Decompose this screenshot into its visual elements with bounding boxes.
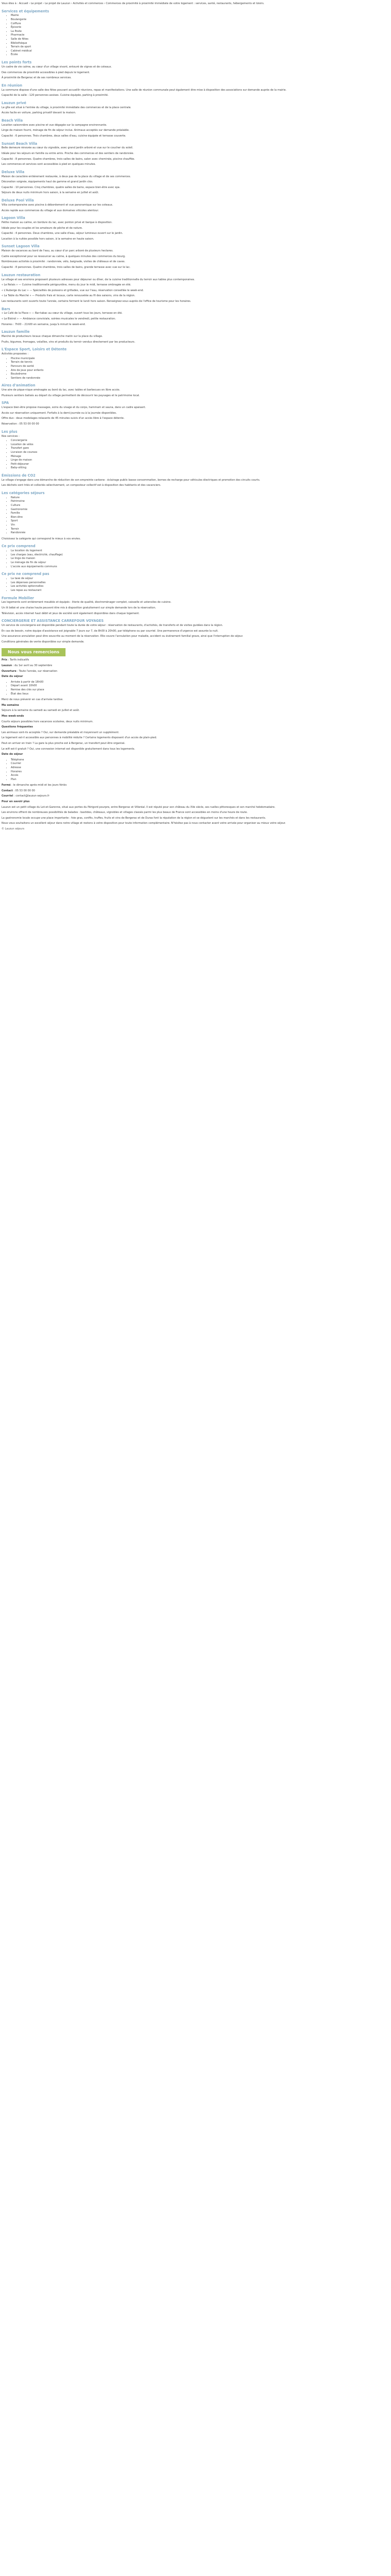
paragraph: Capacité : 8 personnes. Quatre chambres, trois salles de bains, salon avec cheminée, piscine chauffée.: [2, 157, 135, 161]
section-title: L'Espace Sport, Loisirs et Détente: [2, 347, 67, 352]
place-title[interactable]: Sunset Beach Villa: [2, 141, 38, 146]
list-item: • Mairie: [11, 14, 298, 18]
list-item: • Accès: [11, 774, 298, 778]
paragraph: Villa contemporaine avec piscine à débordement et vue panoramique sur les coteaux.: [2, 203, 113, 207]
paragraph: Peut-on arriver en train ? La gare la plus proche est à Bergerac, un transfert peut être organisé.: [2, 741, 125, 745]
list-item: • Sport: [11, 519, 298, 523]
paragraph: Merci de nous prévenir en cas d'arrivée tardive.: [2, 698, 63, 702]
weekly-block: [2, 715, 298, 724]
paragraph: Capacité : 10 personnes. Cinq chambres, quatre salles de bains, espace bien-être avec spa.: [2, 185, 121, 189]
restaurant-entry: « L'Auberge du Lac » — Spécialités de poissons et grillades, vue sur l'eau, réservation conseillée le week-end.: [2, 289, 144, 292]
list-item: • Salle de fêtes: [11, 38, 298, 42]
weekly-block: [2, 704, 298, 713]
paragraph: Un lit bébé et une chaise haute peuvent être mis à disposition gratuitement sur simple demande lors de la réservation.: [2, 606, 156, 609]
place-card: [2, 170, 298, 195]
section-meeting: [2, 83, 298, 98]
place-title[interactable]: Deluxe Pool Villa: [2, 198, 34, 203]
list-item: • Baby-sitting: [11, 466, 298, 470]
list-item: • Le ménage de fin de séjour: [11, 561, 298, 565]
section-restaurants: [2, 273, 298, 304]
services-list: [2, 14, 298, 57]
paragraph: En cas de besoin, notre équipe d'assistance est joignable 7 jours sur 7, de 8h00 à 20h00, par téléphone ou par courriel. Une permanence d'urgence est assurée la nuit.: [2, 629, 219, 633]
section-title: Émissions de CO2: [2, 473, 36, 478]
list-item: • Horaires: [11, 770, 298, 774]
paragraph: Nous vous souhaitons un excellent séjour dans notre village et restons à votre disposition pour toute information complémentaire. N'hésitez pas à nous contacter avant votre arrivée pour organiser au mieux votre séjour.: [2, 822, 286, 825]
paragraph: Les logements sont entièrement meublés et équipés : literie de qualité, électroménager complet, vaisselle et ustensiles de cuisine.: [2, 601, 172, 604]
list-item: • Terrain de tennis: [11, 361, 298, 365]
place-card: [2, 216, 298, 241]
categories-list: [2, 496, 298, 535]
list-item: • État des lieux: [11, 692, 298, 697]
info-key: Ouverture: [2, 669, 17, 673]
subheading: Ma semaine: [2, 703, 19, 707]
paragraph: Petite maison au calme, en bordure du lac, avec ponton privé et barque à disposition.: [2, 221, 113, 225]
info-key: Fermé: [2, 784, 11, 787]
info-key: Contact: [2, 789, 13, 792]
info-row: Fermé : le dimanche après-midi et les jours fériés: [2, 784, 67, 787]
paragraph: Belle demeure rénovée au cœur du vignoble, avec grand jardin arboré et vue sur le coucher du soleil.: [2, 146, 134, 150]
list-item: • Courriel: [11, 762, 298, 766]
section-faq: [2, 725, 298, 751]
paragraph: Le village s'engage dans une démarche de réduction de son empreinte carbone : éclairage public basse consommation, bornes de recharge pour véhicules électriques et promotion des circuits courts.: [2, 478, 260, 482]
list-item: • Vin: [11, 523, 298, 528]
section-title: Les points forts: [2, 60, 32, 65]
section-title: Ce prix ne comprend pas: [2, 572, 50, 577]
place-card: [2, 118, 298, 139]
list-item: • Les repas au restaurant: [11, 589, 298, 593]
section-title: Aires d'animation: [2, 383, 36, 388]
section-categories: [2, 491, 298, 541]
list-item: • Gastronomie: [11, 508, 298, 512]
paragraph: Location à la nuitée possible hors saison, à la semaine en haute saison.: [2, 237, 94, 241]
list-item: • Départ avant 10h00: [11, 684, 298, 688]
info-row: Courriel : contact@lauzun-sejours.fr: [2, 794, 50, 798]
places-list: [2, 101, 298, 270]
place-card: [2, 198, 298, 213]
sport-list: [2, 357, 298, 381]
paragraph: Conditions générales de vente disponibles sur simple demande.: [2, 640, 85, 643]
paragraph: Capacité de la salle : 120 personnes assises. Cuisine équipée, parking à proximité.: [2, 94, 109, 97]
restaurant-entry: « Le Relais » — Cuisine traditionnelle périgourdine, menu du jour le midi, terrasse ombragée en été.: [2, 283, 132, 287]
extras-list: [2, 439, 298, 470]
subheading: Mes week-ends: [2, 714, 24, 718]
subheading: Date de séjour: [2, 753, 23, 756]
paragraph: À proximité de Bergerac et de ses nombreux services.: [2, 76, 72, 80]
paragraph: La gastronomie locale occupe une place importante : foie gras, confits, truffes, fruits et vins de Bergerac et de Duras font la réputation de la région et se dégustent sur les marchés et dans les restaurants.: [2, 816, 266, 820]
list-item: • La Poste: [11, 30, 298, 34]
info-value: le dimanche après-midi et les jours fériés: [13, 784, 67, 787]
not-included-list: [2, 577, 298, 592]
list-item: • Téléphone: [11, 758, 298, 762]
info-value: 05 53 00 00 00: [15, 789, 35, 792]
paragraph: Les commerces et services sont accessibles à pied en quelques minutes.: [2, 163, 96, 166]
info-value: contact@lauzun-sejours.fr: [15, 794, 50, 798]
intro-text: Vous êtes à : Accueil › Le projet › Le projet de Lauzun › Activités et commerces › Commerces de proximité à proximité immédiate de votre logement : services, santé, restaurants, hébergements et loisirs.: [2, 2, 265, 5]
section-checkin: [2, 675, 298, 702]
section-title: SPA: [2, 401, 9, 405]
place-title[interactable]: Sunset Lagoon Villa: [2, 244, 40, 249]
section-bars: [2, 307, 298, 327]
subheading: Questions fréquentes: [2, 725, 33, 729]
paragraph: Une aire de pique-nique aménagée au bord du lac, avec tables et barbecues en libre accès.: [2, 388, 120, 392]
paragraph: Courts séjours possibles hors vacances scolaires, deux nuits minimum.: [2, 720, 93, 723]
paragraph: « Le Bistrot » — Ambiance conviviale, soirées musicales le vendredi, petite restauration.: [2, 317, 116, 320]
place-title[interactable]: Lagoon Villa: [2, 216, 25, 221]
list-item: • La location du logement: [11, 549, 298, 553]
list-item: • Randonnée: [11, 531, 298, 535]
paragraph: Un service de conciergerie est disponible pendant toute la durée de votre séjour : réservation de restaurants, d'activités, de transferts et de visites guidées dans la région.: [2, 624, 223, 628]
section-title: Bars: [2, 307, 10, 311]
info-row: Ouverture : Toute l'année, sur réservation: [2, 669, 57, 673]
list-item: • Livraison de courses: [11, 451, 298, 455]
section-services: [2, 9, 298, 57]
paragraph: Linge de maison fourni, ménage de fin de séjour inclus. Animaux acceptés sur demande préalable.: [2, 129, 129, 132]
paragraph: Décoration soignée, équipements haut de gamme et grand jardin clos.: [2, 180, 93, 184]
subheading: Nos services :: [2, 434, 20, 438]
list-item: • Plan: [11, 778, 298, 782]
contact-list: [2, 758, 298, 782]
list-item: • Adresse: [11, 766, 298, 770]
weekly-list: [2, 704, 298, 724]
paragraph: Accès sur réservation uniquement. Forfaits à la demi-journée ou à la journée disponibles.: [2, 411, 117, 415]
section-title: Lauzun famille: [2, 330, 30, 334]
place-title[interactable]: Deluxe Villa: [2, 170, 25, 174]
paragraph: Une assurance annulation peut être souscrite au moment de la réservation. Elle couvre l'annulation pour maladie, accident ou événement familial grave, ainsi que l'interruption de séjour.: [2, 635, 243, 638]
list-item: • Aire de jeux pour enfants: [11, 369, 298, 373]
list-item: • Culture: [11, 504, 298, 508]
paragraph: La commune dispose d'une salle des fêtes pouvant accueillir réunions, repas et manifestations. Une salle de réunion communale peut également être mise à disposition des associations sur demande auprès de la mairie.: [2, 88, 287, 92]
section-extras: [2, 430, 298, 470]
place-title[interactable]: Lauzun privé: [2, 100, 26, 105]
info-value: du 1er avril au 30 septembre: [14, 664, 53, 668]
list-item: • Arrivée à partir de 16h00: [11, 681, 298, 685]
section-picnic: [2, 383, 298, 398]
content-column: [0, 0, 298, 832]
info-key: Lauzun: [2, 664, 12, 668]
list-item: • Cabinet médical: [11, 49, 298, 54]
paragraph: Capacité : 6 personnes. Trois chambres, deux salles d'eau, cuisine équipée et terrasse couverte.: [2, 134, 126, 138]
list-item: • Patrimoine: [11, 500, 298, 504]
section-title: Les plus: [2, 429, 18, 434]
list-item: • La taxe de séjour: [11, 577, 298, 581]
paragraph: Idéale pour les couples et les amateurs de pêche et de nature.: [2, 226, 83, 230]
notes-list: [2, 658, 298, 673]
subheading: Pour en savoir plus: [2, 800, 30, 804]
list-item: • Ménage: [11, 455, 298, 459]
paragraph: Le gîte est situé à l'entrée du village, à proximité immédiate des commerces et de la place centrale.: [2, 106, 132, 109]
section-title: Formule Mobilier: [2, 596, 34, 600]
included-list: [2, 549, 298, 569]
section-contact: [2, 753, 298, 782]
place-card: [2, 244, 298, 269]
info-row: Contact : 05 53 00 00 00: [2, 789, 35, 792]
paragraph: L'espace bien-être propose massages, soins du visage et du corps, hammam et sauna, dans un cadre apaisant.: [2, 406, 146, 410]
paragraph: Fruits, légumes, fromages, volailles, vins et produits du terroir vendus directement par les producteurs.: [2, 340, 136, 344]
paragraph: Location saisonnière avec piscine et vue dégagée sur la campagne environnante.: [2, 123, 107, 127]
paragraph: Horaires : 7h00 – 21h00 en semaine, jusqu'à minuit le week-end.: [2, 323, 86, 326]
list-item: • Remise des clés sur place: [11, 688, 298, 692]
list-item: • Famille: [11, 512, 298, 516]
list-item: • École: [11, 53, 298, 57]
section-title: CONCIERGERIE ET ASSISTANCE CARREFOUR VOYAGES: [2, 619, 104, 623]
paragraph: Cadre exceptionnel pour se ressourcer au calme, à quelques minutes des commerces du bourg.: [2, 255, 126, 258]
list-item: • Boulodrome: [11, 372, 298, 377]
paragraph: Les restaurants sont ouverts toute l'année, certains ferment le lundi hors saison. Renseignez-vous auprès de l'office de tourisme pour les horaires.: [2, 299, 191, 303]
subheading: Activités proposées :: [2, 352, 29, 356]
section-spa: [2, 401, 298, 426]
list-item: • Terroir: [11, 528, 298, 532]
list-item: • Terrain de sport: [11, 45, 298, 49]
info-value: Toute l'année, sur réservation: [19, 669, 57, 673]
list-item: • Boulangerie: [11, 18, 298, 22]
section-title: En réunion: [2, 83, 23, 88]
paragraph: Les déchets sont triés et collectés sélectivement, un composteur collectif est à disposition des habitants et des vacanciers.: [2, 484, 161, 487]
paragraph: Séjours à la semaine du samedi au samedi en juillet et août.: [2, 709, 80, 713]
list-item: • Nature: [11, 496, 298, 500]
list-item: • Coiffure: [11, 22, 298, 26]
section-title: Lauzun restauration: [2, 273, 41, 277]
list-item: • L'accès aux équipements communs: [11, 565, 298, 569]
info-key: Prix: [2, 658, 8, 662]
schedule-list: [2, 784, 298, 799]
section-market: [2, 330, 298, 344]
paragraph: Choisissez la catégorie qui correspond le mieux à vos envies.: [2, 537, 81, 540]
notes-badge: Nous vous remercions: [2, 648, 66, 656]
section-more: [2, 800, 298, 826]
paragraph: Idéale pour les séjours en famille ou entre amis. Proche des commerces et des sentiers de randonnée.: [2, 152, 134, 155]
spa-phone[interactable]: Réservation : 05 53 00 00 00: [2, 422, 39, 426]
list-item: • Le linge de maison: [11, 557, 298, 561]
list-item: • Transfert gare: [11, 447, 298, 451]
info-row: Lauzun : du 1er avril au 30 septembre: [2, 664, 53, 668]
list-item: • Épicerie: [11, 26, 298, 30]
place-card: [2, 142, 298, 167]
paragraph: Télévision, accès internet haut débit et jeux de société sont également disponibles dans chaque logement.: [2, 612, 140, 615]
info-row: Prix : Tarifs indicatifs: [2, 658, 29, 662]
section-title: Services et équipements: [2, 9, 50, 13]
info-key: Courriel: [2, 794, 13, 798]
paragraph: Nombreuses activités à proximité : randonnée, vélo, baignade, visites de châteaux et de caves.: [2, 260, 125, 264]
list-item: • Linge de maison: [11, 459, 298, 463]
paragraph: « Le Café de la Place » — Bar-tabac au cœur du village, ouvert tous les jours, terrasse en été.: [2, 312, 123, 315]
list-item: • Conciergerie: [11, 439, 298, 443]
checkin-list: [2, 681, 298, 696]
section-not-included: [2, 572, 298, 592]
paragraph: Plusieurs sentiers balisés au départ du village permettent de découvrir les paysages et le patrimoine local.: [2, 394, 140, 397]
list-item: • Les dépenses personnelles: [11, 581, 298, 585]
place-title[interactable]: Beach Villa: [2, 118, 23, 123]
paragraph: Accès rapide aux commerces du village et aux domaines viticoles alentour.: [2, 209, 99, 212]
paragraph: Le village et ses environs proposent plusieurs adresses pour déjeuner ou dîner, de la cuisine traditionnelle du terroir aux tables plus contemporaines.: [2, 278, 195, 281]
paragraph: Le wifi est-il gratuit ? Oui, une connexion internet est disponible gratuitement dans tous les logements.: [2, 747, 135, 751]
paragraph: Des commerces de proximité accessibles à pied depuis le logement.: [2, 71, 90, 74]
paragraph: Offre duo : deux modelages relaxants de 45 minutes suivis d'un accès libre à l'espace détente.: [2, 417, 125, 420]
list-item: • Les charges (eau, électricité, chauffage): [11, 553, 298, 557]
list-item: • Bibliothèque: [11, 42, 298, 46]
list-item: • Pharmacie: [11, 33, 298, 38]
paragraph: Les animaux sont-ils acceptés ? Oui, sur demande préalable et moyennant un supplément.: [2, 731, 120, 734]
section-title: Les catégories séjours: [2, 490, 45, 495]
list-item: • Location de vélos: [11, 443, 298, 447]
section-title: Ce prix comprend: [2, 544, 36, 549]
list-item: • Parcours de santé: [11, 365, 298, 369]
section-sport: [2, 347, 298, 380]
section-highlights: [2, 60, 298, 80]
list-item: • Petit-déjeuner: [11, 463, 298, 467]
paragraph: Maison de caractère entièrement restaurée, à deux pas de la place du village et de ses commerces.: [2, 175, 131, 178]
paragraph: Accès facile en voiture, parking privatif devant la maison.: [2, 111, 76, 115]
paragraph: Séjours de deux nuits minimum hors saison, à la semaine en juillet et août.: [2, 191, 99, 195]
footer-text: © Lauzun séjours: [2, 827, 25, 831]
subheading: Date du séjour: [2, 675, 23, 679]
list-item: • Piscine municipale: [11, 357, 298, 361]
info-value: Tarifs indicatifs: [9, 658, 29, 662]
paragraph: Lauzun est un petit village du Lot-et-Garonne, situé aux portes du Périgord pourpre, entre Bergerac et Villeréal. Il est réputé pour son château du XVe siècle, ses ruelles pittoresques et son marché hebdomadaire.: [2, 805, 275, 809]
paragraph: Marché de producteurs locaux chaque dimanche matin sur la place du village.: [2, 335, 103, 338]
paragraph: Capacité : 4 personnes. Deux chambres, une salle d'eau, séjour lumineux ouvert sur le jardin.: [2, 232, 123, 235]
section-emissions: [2, 473, 298, 488]
list-item: • Les activités optionnelles: [11, 585, 298, 589]
paragraph: Capacité : 8 personnes. Quatre chambres, trois salles de bains, grande terrasse avec vue sur le lac.: [2, 266, 131, 269]
list-item: • Sentiers de randonnée: [11, 377, 298, 381]
paragraph: Les environs offrent de nombreuses possibilités de balades : bastides, châteaux, vignobles et villages classés parmi les plus beaux de France sont accessibles en moins d'une heure de route.: [2, 811, 248, 815]
paragraph: Maison de vacances au bord de l'eau, au cœur d'un parc arboré de plusieurs hectares.: [2, 249, 113, 253]
section-furniture: [2, 596, 298, 616]
list-item: • Bien-être: [11, 516, 298, 520]
place-card: [2, 101, 298, 115]
section-conciergerie: [2, 619, 298, 644]
paragraph: Le logement est-il accessible aux personnes à mobilité réduite ? Certains logements disposent d'un accès de plain-pied.: [2, 736, 157, 740]
paragraph: Un cadre de vie calme, au cœur d'un village vivant, entouré de vignes et de coteaux.: [2, 65, 112, 69]
section-included: [2, 544, 298, 569]
restaurant-entry: « La Table du Marché » — Produits frais et locaux, carte renouvelée au fil des saisons, vins de la région.: [2, 294, 136, 298]
